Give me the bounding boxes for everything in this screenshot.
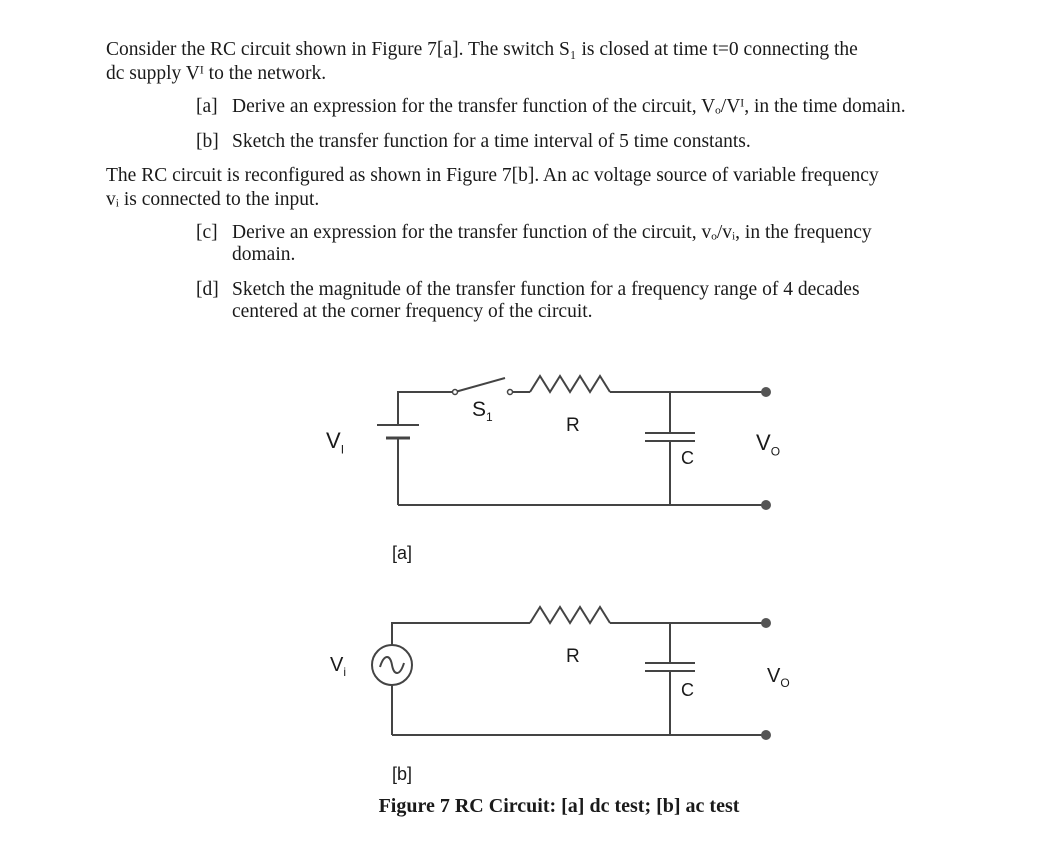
switch-contact-left	[453, 390, 458, 395]
part-c-label: [c]	[196, 222, 218, 243]
panel-a-label: [a]	[392, 543, 413, 563]
resistor-b-label: R	[566, 646, 580, 667]
part-a-text: Derive an expression for the transfer function of the circuit, Vₒ/Vᴵ, in the time domain.	[232, 96, 906, 117]
reconfig-line-1: The RC circuit is reconfigured as shown in Figure 7[b]. An ac voltage source of variable frequency	[106, 165, 879, 186]
reconfig-line-2: vᵢ is connected to the input.	[106, 189, 320, 210]
source-a-label: $V_I$	[326, 428, 345, 457]
output-terminal-b-bottom	[761, 730, 771, 740]
sine-wave-icon	[380, 657, 404, 673]
circuit-a	[377, 376, 766, 505]
circuit-b-wire-top-left	[392, 623, 530, 645]
output-b-label: $V_O$	[767, 665, 790, 690]
part-d-cont: centered at the corner frequency of the circuit.	[232, 301, 593, 322]
part-c-cont: domain.	[232, 244, 296, 265]
switch-contact-right	[508, 390, 513, 395]
output-terminal-a-top	[761, 387, 771, 397]
intro-line-1: Consider the RC circuit shown in Figure 7[a]. The switch S₁ is closed at time t=0 connecting the	[106, 39, 858, 60]
part-d-label: [d]	[196, 279, 219, 300]
part-d-line-1: Sketch the magnitude of the transfer function for a frequency range of 4 decades	[232, 279, 860, 300]
circuit-a-wire-top-left	[398, 392, 455, 425]
part-b-text: Sketch the transfer function for a time interval of 5 time constants.	[232, 131, 751, 152]
resistor-a	[530, 376, 610, 392]
switch-blade	[455, 378, 505, 392]
intro-line-2: dc supply Vᴵ to the network.	[106, 63, 327, 84]
part-a-label: [a]	[196, 96, 218, 117]
part-b-label: [b]	[196, 131, 219, 152]
source-b-label: $V_i$	[330, 654, 347, 679]
panel-b-label: [b]	[392, 764, 413, 784]
output-a-label: $V_O$	[756, 430, 781, 459]
circuit-b	[372, 607, 766, 735]
output-terminal-a-bottom	[761, 500, 771, 510]
resistor-a-label: R	[566, 415, 580, 436]
switch-label: $S_1$	[472, 398, 493, 425]
capacitor-b-label: C	[681, 680, 694, 700]
capacitor-a-label: C	[681, 448, 694, 468]
resistor-b	[530, 607, 610, 623]
output-terminal-b-top	[761, 618, 771, 628]
figure-caption: Figure 7 RC Circuit: [a] dc test; [b] ac test	[378, 795, 740, 817]
part-c-line-1: Derive an expression for the transfer function of the circuit, vₒ/vᵢ, in the frequency	[232, 222, 872, 243]
